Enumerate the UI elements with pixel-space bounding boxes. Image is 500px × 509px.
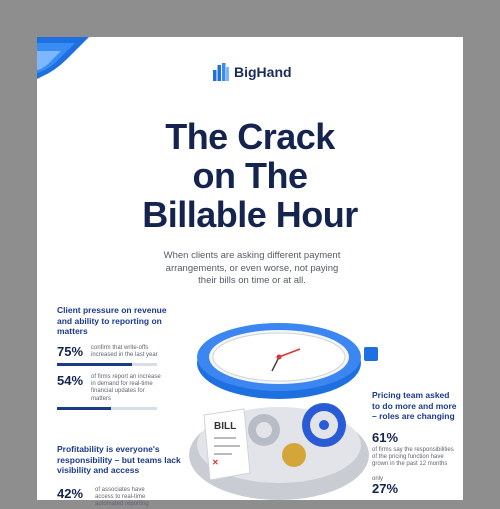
bighand-logo (213, 63, 292, 81)
stat-description: confirm that write-offs increased in the last year (91, 344, 158, 358)
stat-description: of firms say the responsibilities of the pricing function have grown in the past 12 months (372, 446, 454, 467)
section-heading: Client pressure on revenue and ability to reporting on matters (57, 305, 167, 336)
infographic-page (37, 37, 463, 508)
section-pricing-team (372, 390, 457, 496)
stat-item (57, 487, 165, 509)
bill-label: BILL (214, 421, 237, 432)
bighand-logo-icon (213, 63, 229, 81)
gear-icon (302, 403, 346, 447)
cross-mark-icon: ✕ (212, 458, 219, 467)
stat-progress-fill (57, 407, 111, 410)
title-line-2: on The (192, 155, 308, 196)
stat-progress-bar (57, 363, 157, 366)
title-line-3: Billable Hour (142, 194, 358, 235)
stopwatch-illustration (174, 305, 384, 500)
stat-description: of firms report an increase in demand for real-time financial updates for matters (91, 373, 161, 402)
stat-value: 75% (57, 343, 84, 359)
section-client-pressure (57, 305, 177, 410)
title-line-1: The Crack (165, 116, 335, 157)
stat-progress-fill (57, 363, 132, 366)
section-heading: Profitability is everyone's responsibility – but teams lack visibility and access (57, 444, 181, 475)
stat-prefix: only (372, 476, 384, 483)
stat-item (57, 345, 177, 359)
stat-description: of associates have access to real-time automated reporting (95, 487, 149, 508)
stat-value: 27% (372, 481, 399, 497)
subtitle: When clients are asking different payment arrangements, or even worse, not paying their bills on time or at all. (163, 250, 341, 286)
stat-item (57, 374, 177, 403)
section-heading: Pricing team asked to do more and more – roles are changing (372, 390, 457, 421)
stat-value: 42% (57, 486, 84, 501)
page-title (37, 117, 463, 234)
stat-value: 61% (372, 429, 399, 445)
section-profitability (57, 444, 182, 476)
bill-document (204, 409, 250, 480)
stat-progress-bar (57, 407, 157, 410)
brand-name: BigHand (234, 64, 292, 80)
stat-value: 54% (57, 372, 84, 388)
corner-brand-shape (37, 37, 97, 82)
